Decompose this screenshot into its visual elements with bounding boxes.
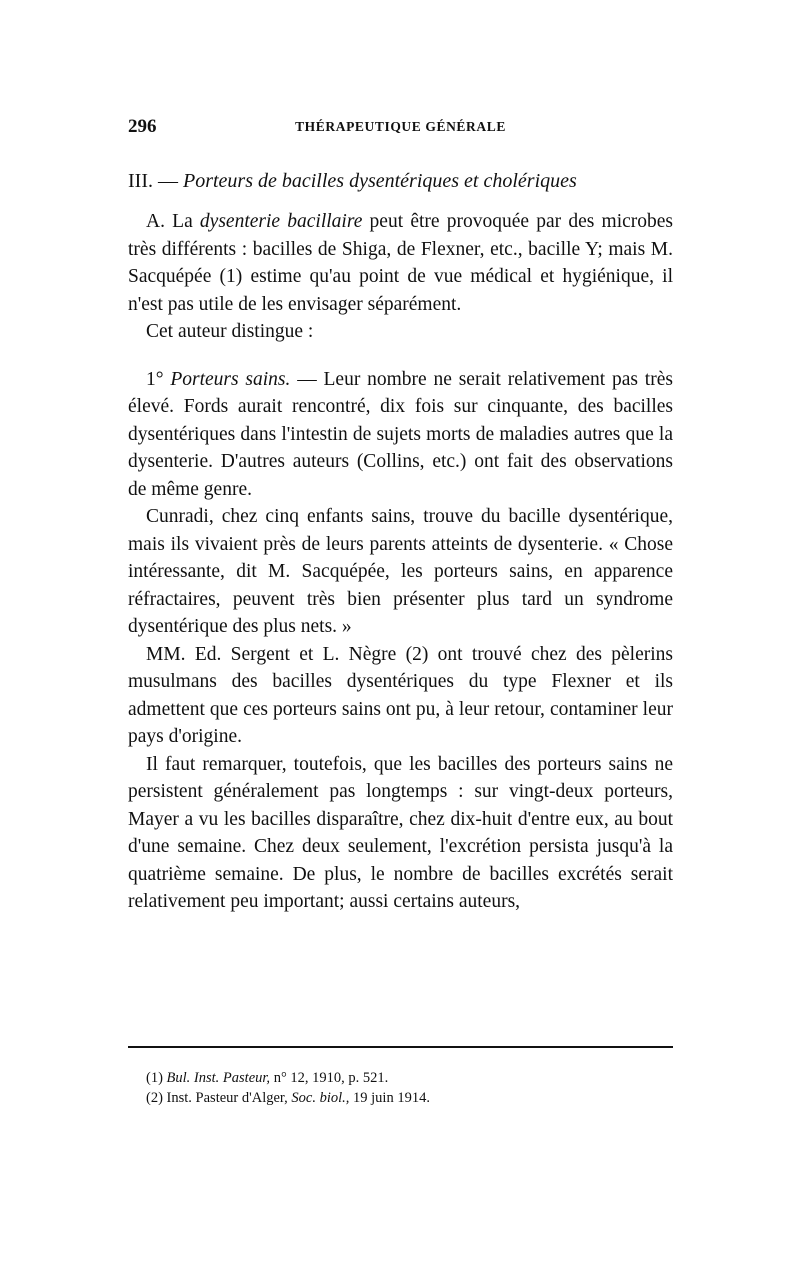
paragraph-rest: — Leur nombre ne serait relativement pas très élevé. Fords aurait rencontré, dix fois sur cinquante, des bacilles dysentériques dans l'intestin de sujets morts de maladies autres que la dysenterie. D'autres auteurs (Collins, etc.) ont fait des observations de même genre. xyxy=(128,368,673,500)
paragraph: MM. Ed. Sergent et L. Nègre (2) ont trouvé chez des pèlerins musulmans des bacilles dysentériques du type Flexner et ils admettent que ces porteurs sains ont pu, à leur retour, contaminer leur pays d'origine. xyxy=(128,643,673,747)
paragraph xyxy=(128,366,673,504)
footnote-source: Soc. biol., xyxy=(291,1090,350,1106)
footnote-rule xyxy=(128,1046,673,1048)
footnote-detail: n° 12, 1910, p. 521. xyxy=(270,1070,389,1086)
paragraph: Il faut remarquer, toutefois, que les bacilles des porteurs sains ne persistent généralement pas longtemps : sur vingt-deux porteurs, Mayer a vu les bacilles disparaître, chez dix-huit d'entre eux, au bout d'une semaine. Chez deux seulement, l'excrétion persista jusqu'à la quatrième semaine. De plus, le nombre de bacilles excrétés serait relativement peu important; aussi certains auteurs, xyxy=(128,753,673,912)
body-text xyxy=(128,166,673,916)
footnote xyxy=(146,1068,666,1088)
footnote-mark: (1) xyxy=(146,1070,167,1086)
footnote-source: Bul. Inst. Pasteur, xyxy=(166,1070,271,1086)
paragraph-lead: A. La xyxy=(146,211,200,232)
footnote-lead: Inst. Pasteur d'Alger, xyxy=(166,1090,292,1106)
paragraph-rest: peut être provoquée par des microbes très différents : bacilles de Shiga, de Flexner, etc., bacille Y; mais M. Sacquépée (1) estime qu'au point de vue médical et hygiénique, il n'est pas utile de les envisager séparément. xyxy=(128,211,674,315)
footnote-detail: 19 juin 1914. xyxy=(349,1090,430,1106)
footnote-mark: (2) xyxy=(146,1090,167,1106)
footnote xyxy=(146,1088,666,1108)
section-title: Porteurs de bacilles dysentériques et cholériques xyxy=(182,170,577,192)
running-head xyxy=(128,116,673,140)
paragraph: Cet auteur distingue : xyxy=(146,321,314,342)
section-heading xyxy=(128,166,673,196)
section-number: III. — xyxy=(128,170,183,192)
paragraph-emphasis: Porteurs sains. xyxy=(170,368,291,390)
page-number: 296 xyxy=(128,116,157,137)
paragraph: Cunradi, chez cinq enfants sains, trouve du bacille dysentérique, mais ils vivaient près de leurs parents atteints de dysenterie. « Chose intéressante, dit M. Sacquépée, les porteurs sains, en apparence réfractaires, peuvent très bien présenter plus tard un syndrome dysentérique des plus nets. » xyxy=(128,506,673,637)
running-title: THÉRAPEUTIQUE GÉNÉRALE xyxy=(295,119,506,134)
footnotes xyxy=(146,1068,666,1108)
paragraph-emphasis: dysenterie bacillaire xyxy=(199,211,363,232)
paragraph xyxy=(128,208,673,318)
paragraph-lead: 1° xyxy=(146,368,171,390)
